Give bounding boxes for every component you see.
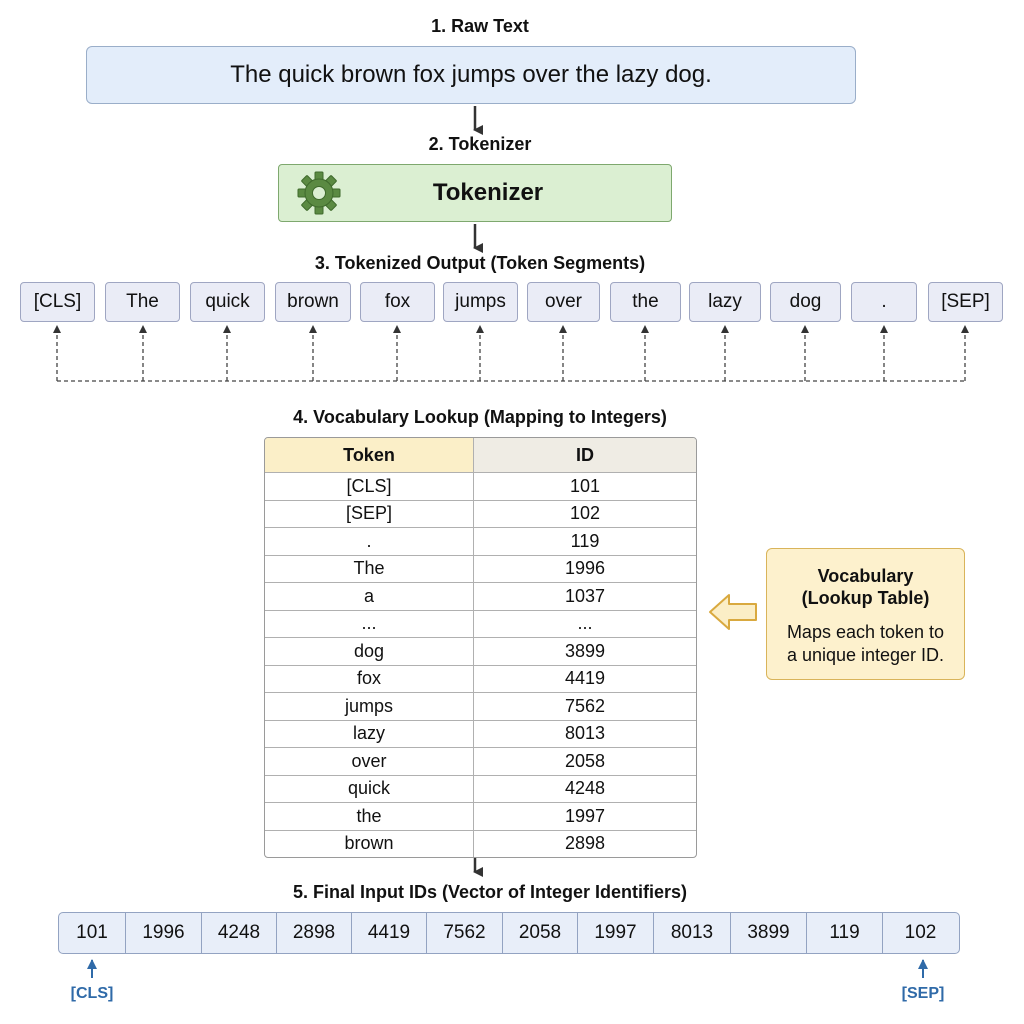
token-cell: lazy [265,721,474,748]
token-cell: brown [265,831,474,858]
token-cell: quick [265,776,474,803]
token-segment: jumps [443,282,518,322]
input-id-cell: 1997 [577,912,655,954]
token-cell: fox [265,666,474,693]
table-row [265,802,696,830]
token-segment: [CLS] [20,282,95,322]
token-segment: [SEP] [928,282,1003,322]
table-row [265,637,696,665]
token-cell: ... [265,611,474,638]
token-cell: jumps [265,693,474,720]
table-row [265,775,696,803]
table-row [265,665,696,693]
token-cell: a [265,583,474,610]
input-id-cell: 2898 [276,912,353,954]
token-cell: the [265,803,474,830]
token-segment: . [851,282,917,322]
input-id-cell: 3899 [730,912,808,954]
input-id-cell: 8013 [653,912,731,954]
input-id-cell: 101 [58,912,126,954]
table-row [265,527,696,555]
step-2-title: 2. Tokenizer [428,134,532,154]
note-desc-line2: a unique integer ID. [786,645,945,665]
step-1-title: 1. Raw Text [431,16,529,36]
token-segment: brown [275,282,351,322]
id-cell: 3899 [564,640,606,661]
id-cell: 1997 [564,805,606,826]
dashed-mapping-lines [57,326,965,381]
step-3-title: 3. Tokenized Output (Token Segments) [314,253,646,273]
step-5-title: 5. Final Input IDs (Vector of Integer Identifiers) [292,882,688,902]
id-cell: ... [577,613,593,634]
vocabulary-table [264,437,697,858]
id-cell: 1037 [564,585,606,606]
token-cell: [CLS] [265,473,474,500]
input-id-cell: 1996 [125,912,203,954]
table-row [265,830,696,858]
id-cell: 101 [569,475,601,496]
arrow-left-icon [710,595,756,629]
table-row [265,747,696,775]
token-segment: dog [770,282,841,322]
tokenizer-label: Tokenizer [432,179,544,206]
input-id-cell: 7562 [426,912,504,954]
id-cell: 1996 [564,558,606,579]
input-id-cell: 4248 [201,912,277,954]
note-title-line1: Vocabulary [817,566,914,586]
token-cell: The [265,556,474,583]
id-cell: 102 [569,503,601,524]
id-cell: 7562 [564,695,606,716]
id-cell: 4248 [564,778,606,799]
raw-text-sentence: The quick brown fox jumps over the lazy dog. [230,61,712,88]
note-title-line2: (Lookup Table) [801,588,930,608]
table-row [265,500,696,528]
token-cell: over [265,748,474,775]
token-segment: the [610,282,681,322]
cls-marker-label: [CLS] [70,985,114,1002]
table-row [265,555,696,583]
input-ids-vector [58,912,960,954]
id-cell: 4419 [564,668,606,689]
id-cell: 8013 [564,723,606,744]
token-segment: fox [360,282,435,322]
table-header-row [265,438,696,472]
token-segment: quick [190,282,265,322]
step-4-title: 4. Vocabulary Lookup (Mapping to Integers) [293,407,667,427]
input-id-cell: 4419 [351,912,427,954]
id-cell: 119 [570,530,600,551]
column-header-token: Token [265,438,474,472]
token-segment: The [105,282,180,322]
table-row [265,472,696,500]
token-cell: dog [265,638,474,665]
column-header-id: ID [474,438,696,472]
table-row [265,610,696,638]
note-desc-line1: Maps each token to [786,622,945,642]
input-id-cell: 119 [806,912,883,954]
token-segment: lazy [689,282,761,322]
table-row [265,582,696,610]
token-segment: over [527,282,600,322]
token-cell: [SEP] [265,501,474,528]
table-row [265,720,696,748]
id-cell: 2058 [564,750,606,771]
id-cell: 2898 [564,833,606,854]
token-cell: . [265,528,474,555]
sep-marker-label: [SEP] [901,985,945,1002]
input-id-cell: 102 [882,912,960,954]
table-row [265,692,696,720]
vocabulary-note [766,548,965,680]
input-id-cell: 2058 [502,912,578,954]
